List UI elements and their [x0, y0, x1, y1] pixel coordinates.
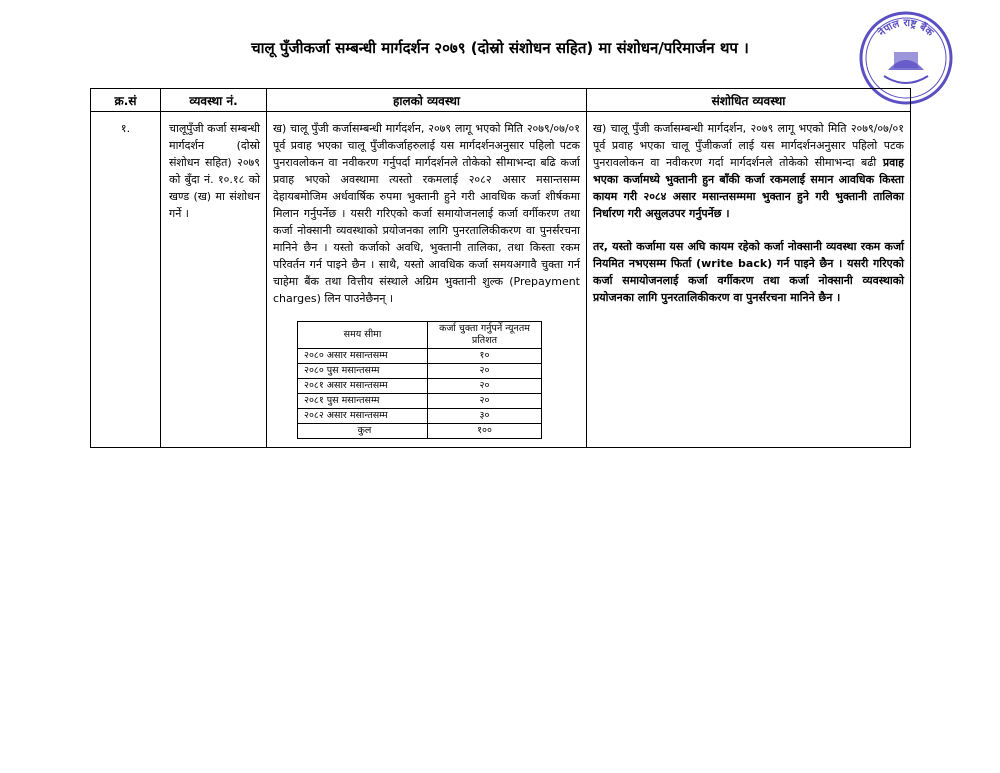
revised-p1-regular: ख) चालू पुँजी कर्जासम्बन्धी मार्गदर्शन, २०७९ लागू भएको मिति २०७९/०७/०१ पूर्व प्रवाह भएका चालू पुँजीकर्जा लाई यस मार्गदर्शनअनुसार पहिलो पटक पुनरावलोकन वा नवीकरण गर्दा मार्गदर्शनले तोकेको सीमाभन्दा बढी — [593, 122, 904, 169]
schedule-period: २०८२ असार मसान्तसम्म — [298, 409, 428, 424]
schedule-row — [298, 409, 542, 424]
schedule-header-percent: कर्जा चुक्ता गर्नुपर्ने न्यूनतम प्रतिशत — [428, 322, 542, 349]
schedule-row — [298, 349, 542, 364]
schedule-period: २०८० पुस मसान्तसम्म — [298, 364, 428, 379]
svg-text:नेपाल राष्ट्र बैंक: नेपाल राष्ट्र बैंक — [876, 17, 936, 39]
table-row — [91, 112, 911, 448]
schedule-period: २०८० असार मसान्तसम्म — [298, 349, 428, 364]
col-header-revised: संशोधित व्यवस्था — [587, 89, 911, 112]
current-provision-text: ख) चालू पुँजी कर्जासम्बन्धी मार्गदर्शन, २०७९ लागू भएको मिति २०७९/०७/०१ पूर्व प्रवाह भएका चालू पुँजीकर्जाहरुलाई यस मार्गदर्शनअनुसार पहिलो पटक पुनरावलोकन वा नवीकरण गर्नुपर्दा मार्गदर्शनले तोकेको सीमाभन्दा बढि कर्जा प्रवाह भएको अवस्थामा त्यस्तो रकमलाई २०८२ असार मसान्तसम्म देहायबमोजिम अर्धवार्षिक रुपमा भुक्तानी हुने गरी आवधिक कर्जा शीर्षकमा मिलान गर्नुपर्नेछ । यसरी गरिएको कर्जा समायोजनलाई कर्जा वर्गीकरण तथा कर्जा नोक्सानी व्यवस्थाको प्रयोजनका लागि पुनरतालिकीकरण वा पुनर्संरचना मानिने छैन । यस्तो कर्जाको अवधि, भुक्तानी तालिका, तथा किस्ता रकम परिवर्तन गर्न पाइने छैन । साथै, यस्तो आवधिक कर्जा समयअगावै चुक्ता गर्न चाहेमा बैंक तथा वित्तीय संस्थाले अग्रिम भुक्तानी शुल्क (Prepayment charges) लिन पाउनेछैनन् । — [273, 122, 580, 305]
schedule-total-value: १०० — [428, 424, 542, 439]
schedule-header-period: समय सीमा — [298, 322, 428, 349]
amendment-table — [90, 88, 911, 448]
row-sn: १. — [91, 112, 161, 448]
schedule-row — [298, 379, 542, 394]
col-header-current: हालको व्यवस्था — [267, 89, 587, 112]
schedule-total-row — [298, 424, 542, 439]
revised-p1-bold: प्रवाह भएका कर्जामध्ये भुक्तानी हुन बाँकी कर्जा रकमलाई समान आवधिक किस्ता कायम गरी २०८४ असार मसान्तसम्ममा भुक्तान हुने गरी भुक्तानी तालिका निर्धारण गरी असुलउपर गर्नुपर्नेछ । — [593, 156, 904, 220]
schedule-period: २०८१ असार मसान्तसम्म — [298, 379, 428, 394]
schedule-percent: २० — [428, 379, 542, 394]
row-revised-provision — [587, 112, 911, 448]
schedule-percent: २० — [428, 394, 542, 409]
revised-paragraph-1 — [593, 120, 904, 222]
schedule-period: २०८१ पुस मसान्तसम्म — [298, 394, 428, 409]
schedule-percent: ३० — [428, 409, 542, 424]
col-header-sn: क्र.सं — [91, 89, 161, 112]
col-header-provision: व्यवस्था नं. — [161, 89, 267, 112]
table-header-row — [91, 89, 911, 112]
repayment-schedule-table — [297, 321, 542, 439]
revised-paragraph-2: तर, यस्तो कर्जामा यस अघि कायम रहेको कर्जा नोक्सानी व्यवस्था रकम कर्जा नियमित नभएसम्म फिर्ता (write back) गर्न पाइने छैन । यसरी गरिएको कर्जा समायोजनलाई कर्जा वर्गीकरण तथा कर्जा नोक्सानी व्यवस्थाको प्रयोजनका लागि पुनरतालिकीकरण वा पुनर्संरचना मानिने छैन । — [593, 240, 904, 304]
schedule-total-label: कुल — [298, 424, 428, 439]
schedule-percent: २० — [428, 364, 542, 379]
row-current-provision — [267, 112, 587, 448]
document-title: चालू पुँजीकर्जा सम्बन्धी मार्गदर्शन २०७९ (दोस्रो संशोधन सहित) मा संशोधन/परिमार्जन थप । — [251, 39, 749, 57]
schedule-percent: १० — [428, 349, 542, 364]
row-provision: चालूपुँजी कर्जा सम्बन्धी मार्गदर्शन (दोस्रो संशोधन सहित) २०७९ को बुँदा नं. १०.१८ को खण्ड (ख) मा संशोधन गर्ने । — [161, 112, 267, 448]
schedule-row — [298, 394, 542, 409]
schedule-row — [298, 364, 542, 379]
